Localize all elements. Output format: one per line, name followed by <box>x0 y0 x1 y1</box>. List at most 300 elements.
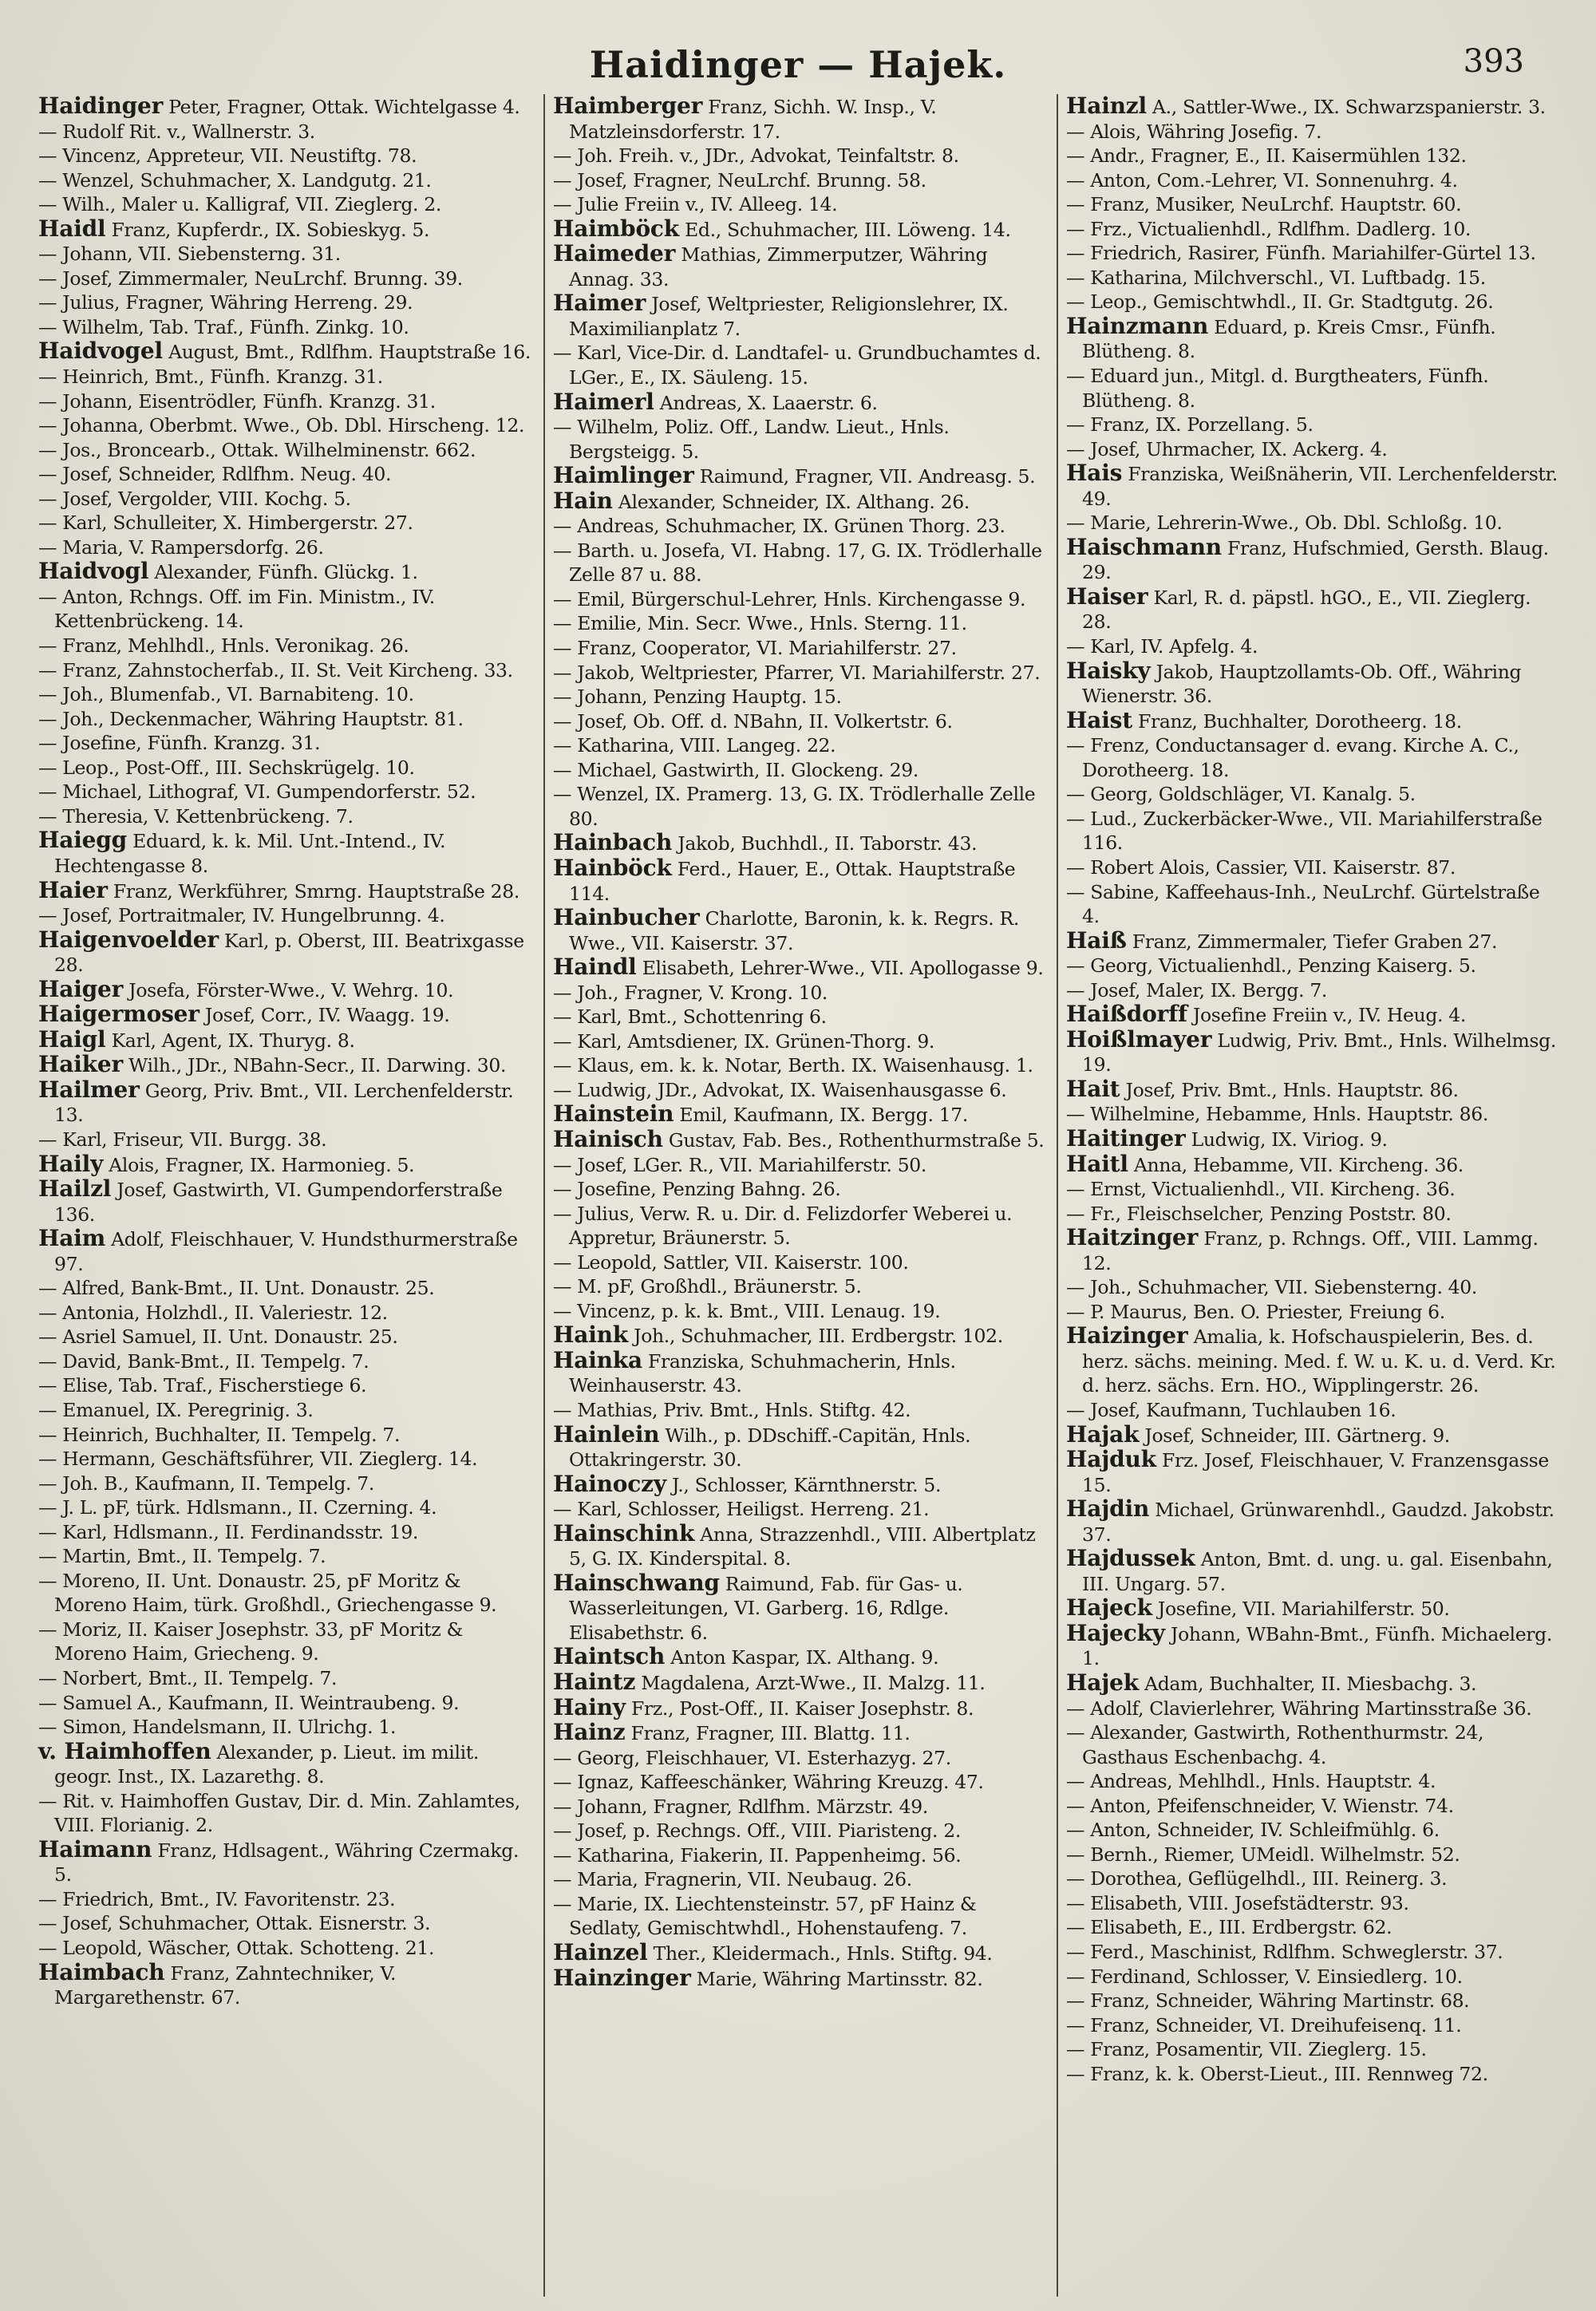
directory-sub-entry <box>38 707 534 732</box>
entry-text: — Karl, Schulleiter, X. Himbergerstr. 27. <box>38 512 413 535</box>
directory-sub-entry <box>553 1029 1047 1054</box>
directory-entry <box>38 1737 534 1789</box>
entry-text: — M. pF, Großhdl., Bräunerstr. 5. <box>553 1275 862 1298</box>
directory-entry <box>553 1941 1047 1966</box>
entry-text: Josef, Priv. Bmt., Hnls. Hauptstr. 86. <box>1120 1078 1459 1101</box>
directory-entry <box>553 1571 1047 1645</box>
directory-sub-entry <box>553 1770 1047 1795</box>
surname-heading: Haitzinger <box>1066 1224 1199 1251</box>
entry-text: A., Sattler-Wwe., IX. Schwarzspanierstr. 3. <box>1146 96 1546 118</box>
directory-sub-entry <box>1066 192 1560 217</box>
directory-entry <box>38 1025 534 1053</box>
directory-sub-entry <box>38 1936 534 1961</box>
directory-entry <box>1066 926 1560 954</box>
directory-sub-entry <box>553 758 1047 783</box>
directory-sub-entry <box>553 168 1047 193</box>
directory-sub-entry <box>38 731 534 756</box>
entry-text: — Johanna, Oberbmt. Wwe., Ob. Dbl. Hirscheng. 12. <box>38 414 525 437</box>
directory-entry <box>1066 1497 1560 1547</box>
page-header <box>0 32 1596 104</box>
entry-text: Raimund, Fab. für Gas- u. Wasserleitungen, VI. Garberg. 16, Rdlge. Elisabethstr. 6. <box>569 1572 963 1644</box>
entry-text: — Robert Alois, Cassier, VII. Kaiserstr. 87. <box>1066 855 1456 879</box>
directory-sub-entry <box>38 267 534 291</box>
surname-heading: Hait <box>1066 1075 1120 1102</box>
surname-heading: Hainlein <box>553 1420 660 1448</box>
surname-heading: Haißdorff <box>1066 1001 1187 1028</box>
directory-sub-entry <box>38 487 534 512</box>
entry-text: Amalia, k. Hofschauspielerin, Bes. d. herz. sächs. meining. Med. f. W. u. K. u. d. Verd. Kr. d. herz. sächs. Ern. HO., Wipplingerstr. 26. <box>1082 1325 1556 1397</box>
directory-sub-entry <box>1066 364 1560 413</box>
directory-entry <box>553 217 1047 243</box>
directory-sub-entry <box>38 120 534 144</box>
entry-text: — Johann, Penzing Hauptg. 15. <box>553 685 842 709</box>
directory-sub-entry <box>38 315 534 340</box>
directory-sub-entry <box>1066 1398 1560 1423</box>
entry-text: — Joh., Blumenfab., VI. Barnabiteng. 10. <box>38 683 414 706</box>
directory-entry <box>38 1053 534 1078</box>
surname-heading: Haier <box>38 876 108 903</box>
surname-heading: Hainisch <box>553 1125 663 1152</box>
entry-text: Wilh., JDr., NBahn-Secr., II. Darwing. 30. <box>123 1054 507 1077</box>
entry-text: — Josef, Zimmermaler, NeuLrchf. Brunng. 39. <box>38 267 463 290</box>
entry-text: Franziska, Schuhmacherin, Hnls. Weinhauserstr. 43. <box>569 1349 956 1397</box>
entry-text: Eduard, p. Kreis Cmsr., Fünfh. Blütheng. 8. <box>1082 315 1496 363</box>
directory-sub-entry <box>1066 1940 1560 1965</box>
directory-sub-entry <box>38 511 534 535</box>
entry-text: — Joh., Fragner, V. Krong. 10. <box>553 981 828 1004</box>
entry-text: — Ernst, Victualienhdl., VII. Kircheng. 36. <box>1066 1178 1456 1201</box>
entry-text: Johann, WBahn-Bmt., Fünfh. Michaelerg. 1. <box>1082 1622 1552 1670</box>
entry-text: Georg, Priv. Bmt., VII. Lerchenfelderstr. 13. <box>54 1079 514 1127</box>
entry-text: — Heinrich, Buchhalter, II. Tempelg. 7. <box>38 1423 401 1446</box>
directory-sub-entry <box>1066 634 1560 659</box>
directory-entry <box>553 390 1047 416</box>
directory-sub-entry <box>1066 144 1560 168</box>
directory-sub-entry <box>1066 1989 1560 2013</box>
directory-sub-entry <box>38 1495 534 1520</box>
surname-heading: Haily <box>38 1150 104 1177</box>
directory-sub-entry <box>38 1276 534 1301</box>
entry-text: Josef, Gastwirth, VI. Gumpendorferstraße 136. <box>54 1179 503 1226</box>
directory-entry <box>553 906 1047 955</box>
directory-entry <box>553 1323 1047 1349</box>
directory-entry <box>38 828 534 878</box>
directory-sub-entry <box>38 1423 534 1448</box>
surname-heading: Haimann <box>38 1835 152 1863</box>
surname-heading: Hajduk <box>1066 1446 1156 1473</box>
entry-text: Andreas, X. Laaerstr. 6. <box>654 391 878 414</box>
entry-text: J., Schlosser, Kärnthnerstr. 5. <box>666 1473 942 1496</box>
entry-text: — Marie, Lehrerin-Wwe., Ob. Dbl. Schloßg. 10. <box>1066 512 1503 535</box>
directory-entry <box>1066 1596 1560 1622</box>
entry-text: Charlotte, Baronin, k. k. Regrs. R. Wwe., VII. Kaiserstr. 37. <box>569 907 1019 954</box>
entry-text: — Vincenz, p. k. k. Bmt., VIII. Lenaug. 19. <box>553 1299 941 1322</box>
surname-heading: Hainzinger <box>553 1964 691 1991</box>
surname-heading: Haintsch <box>553 1643 666 1670</box>
directory-entry <box>1066 1448 1560 1497</box>
surname-heading: Hainbucher <box>553 904 700 931</box>
entry-text: Franziska, Weißnäherin, VII. Lerchenfelderstr. 49. <box>1082 463 1558 510</box>
directory-entry <box>1066 1547 1560 1596</box>
directory-sub-entry <box>553 661 1047 685</box>
entry-text: — David, Bank-Bmt., II. Tempelg. 7. <box>38 1349 369 1373</box>
surname-heading: Haim <box>38 1225 106 1252</box>
column-right <box>1057 94 1570 2297</box>
directory-entry <box>553 856 1047 906</box>
entry-text: — Vincenz, Appreteur, VII. Neustiftg. 78. <box>38 144 417 168</box>
surname-heading: Hainböck <box>553 854 672 881</box>
entry-text: Alexander, Fünfh. Glückg. 1. <box>148 561 418 584</box>
directory-sub-entry <box>1066 266 1560 290</box>
surname-heading: Hoißlmayer <box>1066 1025 1212 1053</box>
entry-text: — Karl, Schlosser, Heiligst. Herreng. 21. <box>553 1498 930 1521</box>
entry-text: Frz., Post-Off., II. Kaiser Josephstr. 8. <box>625 1697 974 1720</box>
surname-heading: Hajak <box>1066 1420 1140 1448</box>
directory-sub-entry <box>38 804 534 829</box>
entry-text: — Georg, Victualienhdl., Penzing Kaiserg. 5. <box>1066 954 1476 978</box>
surname-heading: Haidinger <box>38 94 164 119</box>
directory-columns <box>30 94 1570 2297</box>
directory-sub-entry <box>553 1299 1047 1324</box>
directory-sub-entry <box>38 682 534 707</box>
surname-heading: Haidvogl <box>38 558 149 585</box>
surname-heading: Hainschwang <box>553 1569 720 1596</box>
entry-text: Elisabeth, Lehrer-Wwe., VII. Apollogasse 9. <box>636 957 1044 980</box>
entry-text: — Ferd., Maschinist, Rdlfhm. Schweglerstr. 37. <box>1066 1941 1503 1964</box>
surname-heading: Haitl <box>1066 1150 1128 1177</box>
directory-sub-entry <box>1066 511 1560 535</box>
entry-text: — Katharina, Fiakerin, II. Pappenheimg. 56. <box>553 1843 962 1867</box>
entry-text: Ludwig, IX. Viriog. 9. <box>1185 1128 1388 1151</box>
entry-text: — Joh. Freih. v., JDr., Advokat, Teinfaltstr. 8. <box>553 144 959 168</box>
directory-entry <box>1066 1619 1560 1671</box>
entry-text: — Julius, Verw. R. u. Dir. d. Felizdorfer Weberei u. Appretur, Bräunerstr. 5. <box>553 1202 1013 1250</box>
directory-sub-entry <box>38 1447 534 1472</box>
surname-heading: Hainzmann <box>1066 312 1209 339</box>
entry-text: — Josefine, Penzing Bahng. 26. <box>553 1178 841 1201</box>
directory-sub-entry <box>553 1843 1047 1868</box>
directory-sub-entry <box>38 1398 534 1423</box>
directory-sub-entry <box>553 1177 1047 1202</box>
entry-text: — Franz, Zahnstocherfab., II. St. Veit Kircheng. 33. <box>38 658 513 681</box>
surname-heading: Haimböck <box>553 215 679 242</box>
entry-text: Anna, Hebamme, VII. Kircheng. 36. <box>1128 1153 1464 1176</box>
directory-sub-entry <box>38 1373 534 1398</box>
entry-text: — Josef, Uhrmacher, IX. Ackerg. 4. <box>1066 437 1388 460</box>
directory-sub-entry <box>1066 120 1560 144</box>
directory-sub-entry <box>1066 1818 1560 1843</box>
surname-heading: Hainka <box>553 1346 642 1373</box>
surname-heading: Hailmer <box>38 1076 140 1103</box>
entry-text: — Norbert, Bmt., II. Tempelg. 7. <box>38 1667 338 1689</box>
entry-text: Anton, Bmt. d. ung. u. gal. Eisenbahn, III. Ungarg. 57. <box>1082 1548 1553 1595</box>
entry-text: — Karl, Bmt., Schottenring 6. <box>553 1005 827 1029</box>
entry-text: — Franz, Musiker, NeuLrchf. Hauptstr. 60. <box>1066 193 1462 216</box>
directory-sub-entry <box>1066 1202 1560 1227</box>
entry-text: — Heinrich, Bmt., Fünfh. Kranzg. 31. <box>38 365 383 389</box>
directory-entry <box>553 1670 1047 1696</box>
directory-sub-entry <box>1066 168 1560 193</box>
entry-text: — Lud., Zuckerbäcker-Wwe., VII. Mariahilferstraße 116. <box>1066 807 1543 855</box>
surname-heading: Haindl <box>553 954 637 981</box>
directory-sub-entry <box>1066 1769 1560 1794</box>
entry-text: Magdalena, Arzt-Wwe., II. Malzg. 11. <box>635 1672 986 1694</box>
entry-text: Peter, Fragner, Ottak. Wichtelgasse 4. <box>163 96 520 118</box>
column-left <box>30 94 543 2297</box>
directory-sub-entry <box>553 514 1047 539</box>
directory-sub-entry <box>38 1128 534 1152</box>
directory-entry <box>553 464 1047 489</box>
entry-text: — Anton, Com.-Lehrer, VI. Sonnenuhrg. 4. <box>1066 168 1458 192</box>
entry-text: — Wilhelmine, Hebamme, Hnls. Hauptstr. 86. <box>1066 1103 1488 1126</box>
directory-entry <box>1066 585 1560 634</box>
directory-sub-entry <box>38 1691 534 1716</box>
directory-sub-entry <box>1066 1300 1560 1325</box>
directory-sub-entry <box>1066 2062 1560 2087</box>
entry-text: — Michael, Lithograf, VI. Gumpendorferstr. 52. <box>38 780 476 804</box>
directory-sub-entry <box>553 685 1047 709</box>
entry-text: — Joh., Schuhmacher, VII. Siebensterng. 40. <box>1066 1276 1478 1299</box>
directory-sub-entry <box>553 539 1047 587</box>
directory-sub-entry <box>1066 1891 1560 1916</box>
directory-sub-entry <box>553 1867 1047 1892</box>
directory-sub-entry <box>553 1078 1047 1103</box>
entry-text: — Elise, Tab. Traf., Fischerstiege 6. <box>38 1374 367 1397</box>
entry-text: Franz, Buchhalter, Dorotheerg. 18. <box>1132 709 1462 733</box>
entry-text: — Leop., Gemischtwhdl., II. Gr. Stadtgutg. 26. <box>1066 290 1494 314</box>
directory-sub-entry <box>1066 1915 1560 1940</box>
directory-sub-entry <box>553 144 1047 168</box>
directory-entry <box>553 1346 1047 1398</box>
entry-text: — Anton, Schneider, IV. Schleifmühlg. 6. <box>1066 1819 1440 1842</box>
entry-text: — Samuel A., Kaufmann, II. Weintraubeng. 9. <box>38 1691 460 1714</box>
directory-sub-entry <box>1066 1177 1560 1202</box>
entry-text: Franz, Fragner, III. Blattg. 11. <box>625 1722 911 1745</box>
entry-text: — Rudolf Rit. v., Wallnerstr. 3. <box>38 120 315 143</box>
entry-text: — Jos., Broncearb., Ottak. Wilhelminenstr. 662. <box>38 438 476 461</box>
surname-heading: Hajecky <box>1066 1619 1165 1646</box>
entry-text: Franz, Sichh. W. Insp., V. Matzleinsdorferstr. 17. <box>569 96 937 143</box>
entry-text: — Elisabeth, VIII. Josefstädterstr. 93. <box>1066 1891 1409 1914</box>
entry-text: — Andreas, Schuhmacher, IX. Grünen Thorg. 23. <box>553 515 1005 538</box>
entry-text: — Theresia, V. Kettenbrückeng. 7. <box>38 804 354 828</box>
entry-text: Franz, Zimmermaler, Tiefer Graben 27. <box>1126 930 1498 953</box>
entry-text: — Marie, IX. Liechtensteinstr. 57, pF Hainz & Sedlaty, Gemischtwhdl., Hohenstaufeng. 7. <box>553 1892 977 1940</box>
directory-entry <box>553 1693 1047 1721</box>
entry-text: — Ludwig, JDr., Advokat, IX. Waisenhausgasse 6. <box>553 1078 1007 1101</box>
directory-entry <box>38 1152 534 1178</box>
entry-text: — Katharina, Milchverschl., VI. Luftbadg. 15. <box>1066 266 1486 289</box>
surname-heading: Hainy <box>553 1693 626 1720</box>
entry-text: Franz, p. Rchngs. Off., VIII. Lammg. 12. <box>1082 1227 1539 1274</box>
directory-entry <box>38 1078 534 1128</box>
directory-sub-entry <box>1066 413 1560 437</box>
surname-heading: Haimberger <box>553 94 703 119</box>
entry-text: Joh., Schuhmacher, III. Erdbergstr. 102. <box>628 1325 1003 1348</box>
surname-heading: Hainzl <box>1066 94 1147 119</box>
directory-sub-entry <box>1066 807 1560 855</box>
directory-entry <box>1066 1002 1560 1028</box>
entry-text: — Anton, Rchngs. Off. im Fin. Ministm., IV. Kettenbrückeng. 14. <box>38 585 435 633</box>
entry-text: — Georg, Goldschläger, VI. Kanalg. 5. <box>1066 783 1416 806</box>
directory-sub-entry <box>1066 782 1560 807</box>
entry-text: — Rit. v. Haimhoffen Gustav, Dir. d. Min. Zahlamtes, VIII. Florianig. 2. <box>38 1789 520 1837</box>
directory-sub-entry <box>38 365 534 389</box>
entry-text: Ludwig, Priv. Bmt., Hnls. Wilhelmsg. 19. <box>1082 1029 1556 1076</box>
entry-text: — Joh., Deckenmacher, Währing Hauptstr. 81. <box>38 707 464 730</box>
entry-text: — Josef, LGer. R., VII. Mariahilferstr. 50. <box>553 1153 927 1176</box>
entry-text: Karl, R. d. päpstl. hGO., E., VII. Zieglerg. 28. <box>1082 586 1531 634</box>
entry-text: — Friedrich, Rasirer, Fünfh. Mariahilfer-Gürtel 13. <box>1066 242 1536 265</box>
directory-sub-entry <box>38 413 534 438</box>
entry-text: — Emanuel, IX. Peregrinig. 3. <box>38 1398 314 1421</box>
entry-text: Marie, Währing Martinsstr. 82. <box>690 1967 983 1990</box>
entry-text: Alexander, p. Lieut. im milit. geogr. Inst., IX. Lazarethg. 8. <box>54 1740 480 1788</box>
directory-entry <box>1066 706 1560 734</box>
directory-sub-entry <box>1066 733 1560 782</box>
entry-text: — Franz, Schneider, Währing Martinstr. 68. <box>1066 1989 1470 2013</box>
surname-heading: Haintz <box>553 1669 636 1695</box>
directory-sub-entry <box>1066 2013 1560 2038</box>
entry-text: Ferd., Hauer, E., Ottak. Hauptstraße 114. <box>569 857 1016 905</box>
entry-text: Josef, Weltpriester, Religionslehrer, IX. Maximilianplatz 7. <box>569 293 1009 340</box>
directory-sub-entry <box>38 144 534 168</box>
directory-sub-entry <box>553 611 1047 636</box>
directory-entry <box>1066 1671 1560 1697</box>
directory-entry <box>1066 1077 1560 1103</box>
entry-text: Eduard, k. k. Mil. Unt.-Intend., IV. Hechtengasse 8. <box>54 830 446 877</box>
directory-sub-entry <box>38 658 534 683</box>
surname-heading: Haimlinger <box>553 462 694 489</box>
directory-sub-entry <box>1066 855 1560 880</box>
entry-text: — Katharina, VIII. Langeg. 22. <box>553 734 836 757</box>
surname-heading: Haizinger <box>1066 1322 1188 1349</box>
entry-text: Ther., Kleidermach., Hnls. Stiftg. 94. <box>647 1942 993 1965</box>
directory-sub-entry <box>553 341 1047 389</box>
entry-text: — Alexander, Gastwirth, Rothenthurmstr. 24, Gasthaus Eschenbachg. 4. <box>1066 1721 1484 1768</box>
directory-sub-entry <box>553 981 1047 1005</box>
entry-text: — Wilh., Maler u. Kalligraf, VII. Zieglerg. 2. <box>38 193 441 216</box>
entry-text: — Ignaz, Kaffeeschänker, Währing Kreuzg. 47. <box>553 1771 984 1794</box>
entry-text: — Simon, Handelsmann, II. Ulrichg. 1. <box>38 1716 397 1739</box>
entry-text: — Maria, Fragnerin, VII. Neubaug. 26. <box>553 1868 912 1891</box>
directory-entry <box>1066 314 1560 364</box>
directory-entry <box>1066 1324 1560 1398</box>
entry-text: — Moreno, II. Unt. Donaustr. 25, pF Moritz & Moreno Haim, türk. Großhdl., Griechengasse 9. <box>38 1569 497 1617</box>
surname-heading: Haiker <box>38 1051 124 1078</box>
directory-sub-entry <box>38 462 534 487</box>
entry-text: — Julie Freiin v., IV. Alleeg. 14. <box>553 193 838 216</box>
entry-text: Alois, Fragner, IX. Harmonieg. 5. <box>103 1153 415 1176</box>
directory-entry <box>1066 1124 1560 1152</box>
directory-sub-entry <box>1066 1102 1560 1127</box>
surname-heading: Haist <box>1066 706 1132 733</box>
directory-sub-entry <box>38 1325 534 1349</box>
directory-entry <box>553 94 1047 144</box>
entry-text: — Josef, Maler, IX. Bergg. 7. <box>1066 978 1328 1001</box>
surname-heading: Hainbach <box>553 829 673 856</box>
entry-text: Adam, Buchhalter, II. Miesbachg. 3. <box>1138 1673 1477 1695</box>
entry-text: Anna, Strazzenhdl., VIII. Albertplatz 5, G. IX. Kinderspital. 8. <box>569 1523 1036 1570</box>
surname-heading: Hailzl <box>38 1175 112 1203</box>
entry-text: Alexander, Schneider, IX. Althang. 26. <box>612 490 970 513</box>
entry-text: Karl, p. Oberst, III. Beatrixgasse 28. <box>54 929 524 977</box>
surname-heading: Hain <box>553 487 613 514</box>
entry-text: — Wenzel, Schuhmacher, X. Landgutg. 21. <box>38 168 432 192</box>
directory-sub-entry <box>38 1715 534 1740</box>
directory-entry <box>553 1102 1047 1128</box>
directory-entry <box>553 1720 1047 1746</box>
directory-sub-entry <box>38 192 534 217</box>
directory-sub-entry <box>1066 2037 1560 2062</box>
directory-sub-entry <box>1066 1720 1560 1769</box>
entry-text: — Johann, VII. Siebensterng. 31. <box>38 243 341 266</box>
directory-entry <box>38 1002 534 1028</box>
entry-text: — Josefine, Fünfh. Kranzg. 31. <box>38 732 321 755</box>
entry-text: Franz, Werkführer, Smrng. Hauptstraße 28. <box>107 879 519 903</box>
directory-entry <box>553 242 1047 291</box>
directory-sub-entry <box>553 709 1047 734</box>
directory-sub-entry <box>38 535 534 560</box>
directory-entry <box>553 1125 1047 1153</box>
directory-entry <box>1066 535 1560 585</box>
entry-text: — Emil, Bürgerschul-Lehrer, Hnls. Kirchengasse 9. <box>553 587 1026 610</box>
entry-text: — Hermann, Geschäftsführer, VII. Zieglerg. 14. <box>38 1448 478 1471</box>
directory-sub-entry <box>553 587 1047 612</box>
surname-heading: Hajeck <box>1066 1594 1152 1622</box>
entry-text: — J. L. pF, türk. Hdlsmann., II. Czerning. 4. <box>38 1496 437 1519</box>
directory-sub-entry <box>38 168 534 193</box>
directory-sub-entry <box>38 1349 534 1374</box>
entry-text: — Moriz, II. Kaiser Josephstr. 33, pF Moritz & Moreno Haim, Griecheng. 9. <box>38 1618 464 1665</box>
directory-entry <box>553 1472 1047 1498</box>
entry-text: — Joh. B., Kaufmann, II. Tempelg. 7. <box>38 1472 375 1495</box>
entry-text: Josefine Freiin v., IV. Heug. 4. <box>1187 1004 1467 1027</box>
surname-heading: Hajek <box>1066 1669 1139 1696</box>
surname-heading: Hainschink <box>553 1519 695 1547</box>
entry-text: — Franz, Schneider, VI. Dreihufeisenq. 11. <box>1066 2013 1462 2036</box>
entry-text: — Anton, Pfeifenschneider, V. Wienstr. 74. <box>1066 1794 1454 1817</box>
entry-text: — Leop., Post-Off., III. Sechskrügelg. 10. <box>38 756 415 779</box>
running-head: Haidinger — Hajek. <box>589 43 1007 86</box>
directory-sub-entry <box>38 1472 534 1496</box>
entry-text: Gustav, Fab. Bes., Rothenthurmstraße 5. <box>662 1128 1045 1152</box>
surname-heading: Haimeder <box>553 240 676 267</box>
directory-sub-entry <box>1066 978 1560 1003</box>
entry-text: — Alfred, Bank-Bmt., II. Unt. Donaustr. 25. <box>38 1277 435 1300</box>
entry-text: Josefine, VII. Mariahilferstr. 50. <box>1152 1598 1450 1621</box>
surname-heading: Hajdin <box>1066 1495 1150 1523</box>
directory-sub-entry <box>38 780 534 804</box>
entry-text: — Antonia, Holzhdl., II. Valeriestr. 12. <box>38 1301 388 1324</box>
directory-sub-entry <box>38 1887 534 1912</box>
directory-sub-entry <box>38 1618 534 1666</box>
directory-sub-entry <box>1066 1794 1560 1819</box>
directory-entry <box>38 876 534 904</box>
entry-text: — Karl, IV. Apfelg. 4. <box>1066 635 1258 658</box>
entry-text: — Karl, Friseur, VII. Burgg. 38. <box>38 1128 327 1151</box>
entry-text: Jakob, Hauptzollamts-Ob. Off., Währing Wienerstr. 36. <box>1082 660 1522 708</box>
entry-text: — Eduard jun., Mitgl. d. Burgtheaters, Fünfh. Blütheng. 8. <box>1066 365 1489 412</box>
surname-heading: Haink <box>553 1321 628 1349</box>
directory-entry <box>38 217 534 243</box>
surname-heading: Haitinger <box>1066 1124 1186 1152</box>
entry-text: — Frenz, Conductansager d. evang. Kirche A. C., Dorotheerg. 18. <box>1066 734 1519 781</box>
directory-entry <box>38 1177 534 1227</box>
directory-sub-entry <box>553 415 1047 464</box>
directory-entry <box>553 1645 1047 1670</box>
surname-heading: v. Haimhoffen <box>38 1737 211 1764</box>
